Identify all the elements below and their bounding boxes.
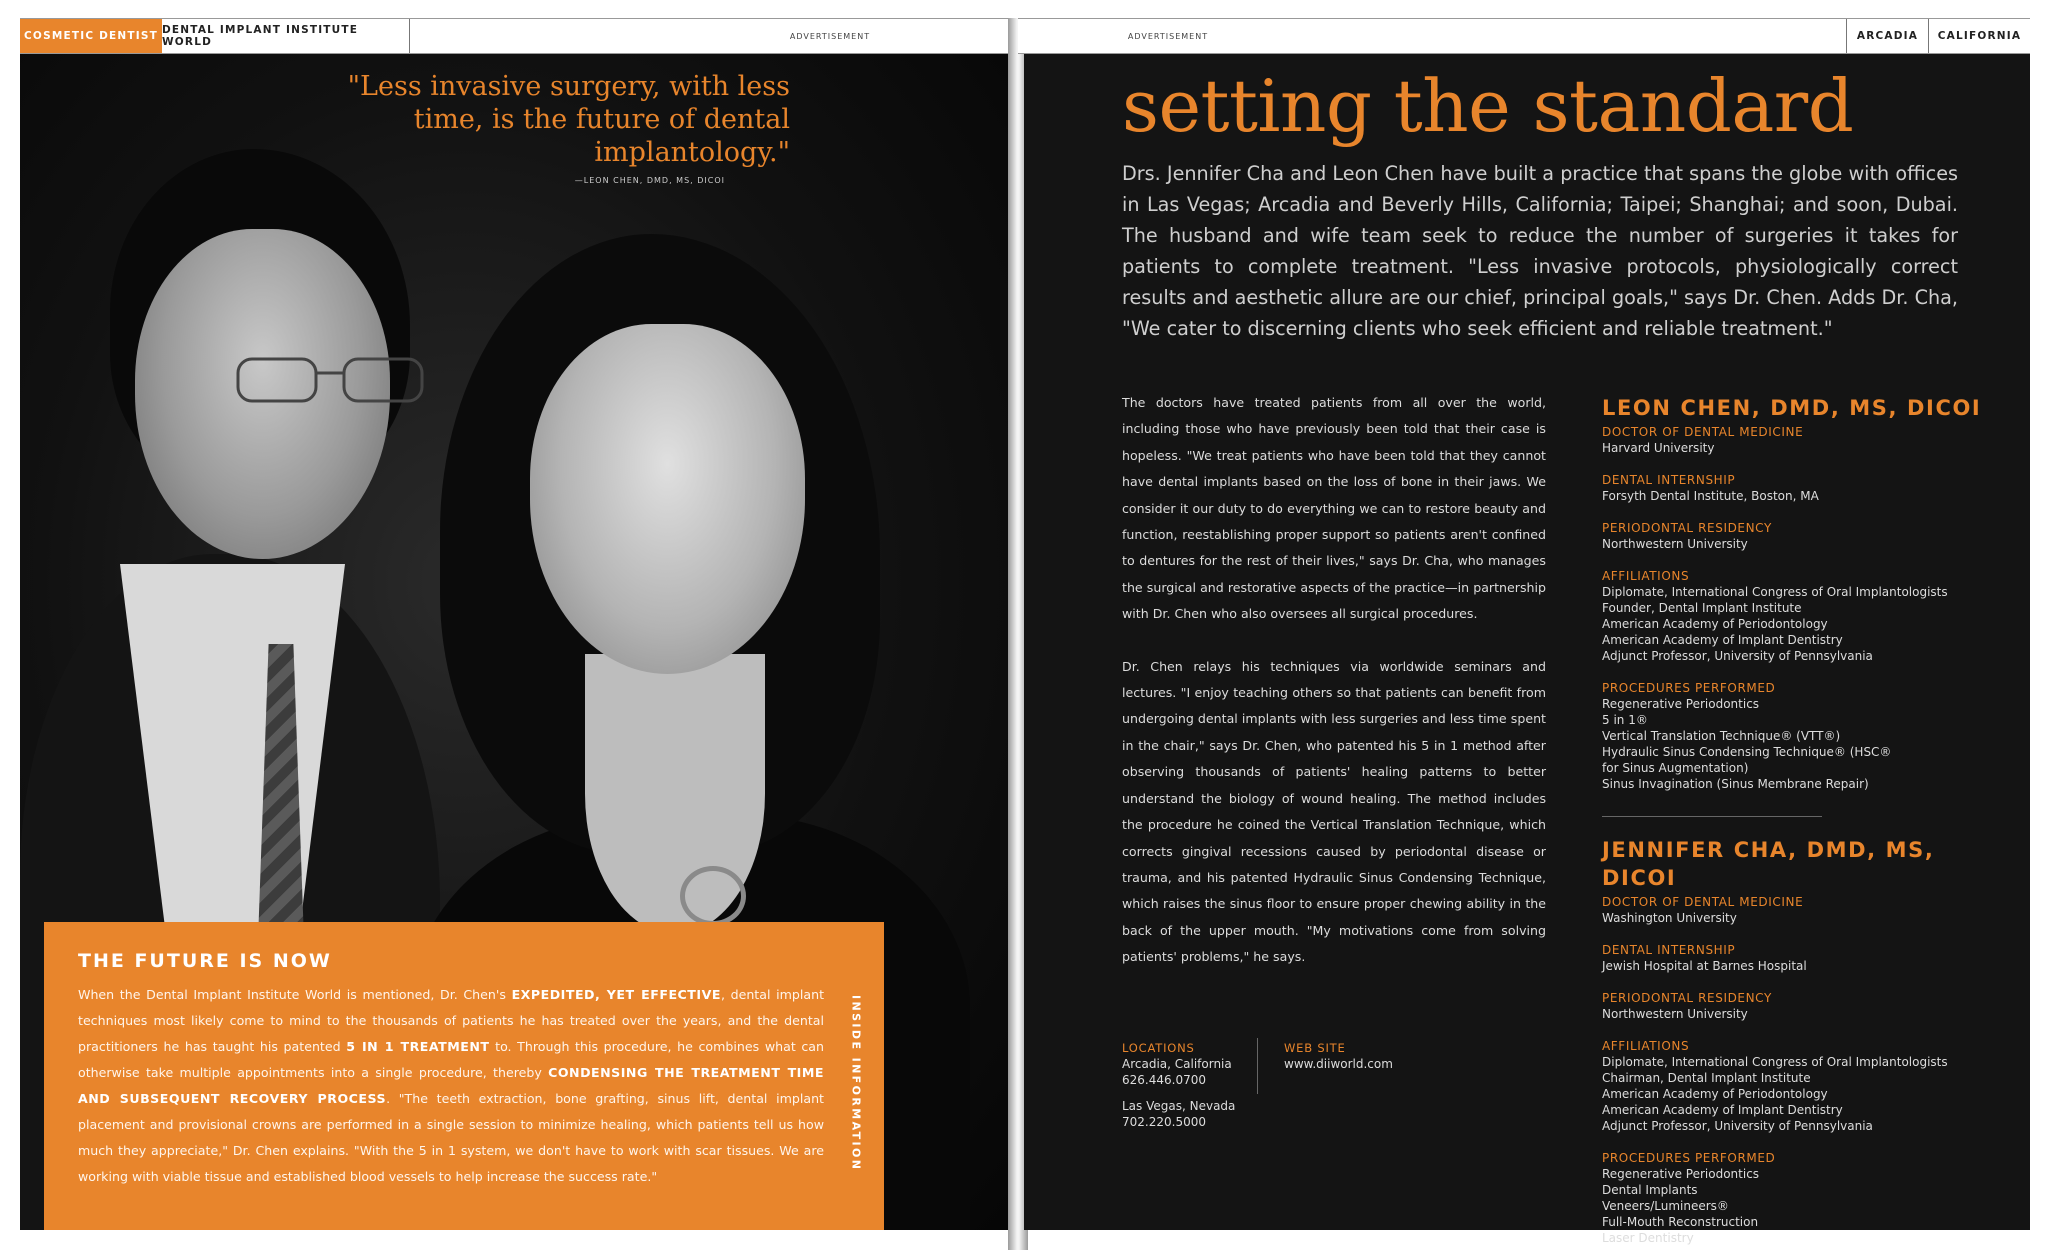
pull-quote: "Less invasive surgery, with less time, is the future of dental implantology." [347,71,790,168]
residency-label: PERIODONTAL RESIDENCY [1602,521,1772,535]
website-block [1284,1040,1393,1072]
residency-value: Northwestern University [1602,537,1748,551]
doctor-name: JENNIFER CHA, DMD, MS, DICOI [1602,838,1935,890]
residency-label: PERIODONTAL RESIDENCY [1602,991,1772,1005]
degree-value: Washington University [1602,911,1737,925]
degree-label: DOCTOR OF DENTAL MEDICINE [1602,425,1804,439]
contact-divider [1257,1038,1258,1094]
procedure-item: for Sinus Augmentation) [1602,761,1749,775]
procedures-label: PROCEDURES PERFORMED [1602,1151,1776,1165]
affiliation-item: American Academy of Periodontology [1602,617,1828,631]
procedure-item: Vertical Translation Technique® (VTT®) [1602,729,1841,743]
procedure-item: Regenerative Periodontics [1602,1167,1760,1181]
internship-label: DENTAL INTERNSHIP [1602,473,1736,487]
inside-information-label: INSIDE INFORMATION [849,994,863,1172]
affiliation-item: Founder, Dental Implant Institute [1602,601,1802,615]
degree-label: DOCTOR OF DENTAL MEDICINE [1602,895,1804,909]
affiliation-item: Chairman, Dental Implant Institute [1602,1071,1811,1085]
procedure-item: Hydraulic Sinus Condensing Technique® (HSC® [1602,745,1892,759]
affiliation-item: Diplomate, International Congress of Oral Implantologists [1602,585,1948,599]
doctor-name: LEON CHEN, DMD, MS, DICOI [1602,396,1982,420]
advertisement-label-right: ADVERTISEMENT [1127,31,1209,41]
publication-title: DENTAL IMPLANT INSTITUTE WORLD [162,19,410,53]
procedure-item: 5 in 1® [1602,713,1648,727]
procedure-item: Sinus Invagination (Sinus Membrane Repair) [1602,777,1869,791]
right-header-bar [1018,18,2030,54]
body-paragraph: Dr. Chen relays his techniques via worldwide seminars and lectures. "I enjoy teaching others so that patients can benefit from undergoing dental implants with less surgeries and less time spent in the chair," says Dr. Chen, who patented his 5 in 1 method after observing thousands of patients' healing patterns to better understand the biology of wound healing. The method includes the procedure he coined the Vertical Translation Technique, which corrects gingival recessions caused by periodontal disease or trauma, and his patented Hydraulic Sinus Condensing Technique, which raises the sinus floor to ensure proper chewing ability in the back of the upper mouth. "My motivations come from solving patients' problems," he says. [1122,658,1546,965]
location-2-phone: 702.220.5000 [1122,1115,1206,1129]
affiliation-item: American Academy of Periodontology [1602,1087,1828,1101]
procedure-item: Regenerative Periodontics [1602,697,1760,711]
internship-value: Forsyth Dental Institute, Boston, MA [1602,489,1819,503]
article-body [1122,390,1546,971]
section-tag: COSMETIC DENTIST [20,19,162,53]
pendant-icon [680,866,746,926]
website-label: WEB SITE [1284,1041,1346,1055]
intro-paragraph: Drs. Jennifer Cha and Leon Chen have built a practice that spans the globe with offices in Las Vegas; Arcadia and Beverly Hills, California; Taipei; Shanghai; and soon, Dubai. The husband and wife team seek to reduce the number of surgeries it takes for patients to complete treatment. "Less invasive protocols, physiologically correct results and aesthetic allure are our chief, principal goals," says Dr. Chen. Adds Dr. Cha, "We cater to discerning clients who seek efficient and reliable treatment." [1122,162,1958,340]
body-paragraph: The doctors have treated patients from all over the world, including those who have previously been told that their case is hopeless. "We treat patients who have been told that they cannot have dental implants based on the loss of bone in their jaws. We consider it our duty to do everything we can to restore beauty and function, reestablishing proper support so patients aren't confined to dentures for the rest of their lives," says Dr. Cha, who manages the surgical and restorative aspects of the practice—in partnership with Dr. Chen who also oversees all surgical procedures. [1122,395,1546,622]
affiliations-label: AFFILIATIONS [1602,1039,1690,1053]
location-1-city: Arcadia, California [1122,1057,1232,1071]
advertisement-label-left: ADVERTISEMENT [789,31,871,41]
affiliations-label: AFFILIATIONS [1602,569,1690,583]
procedure-item: Laser Dentistry [1602,1231,1694,1245]
doctors-photo [20,54,1008,1230]
affiliation-item: American Academy of Implant Dentistry [1602,633,1843,647]
page-headline: setting the standard [1122,64,1854,148]
procedure-item: Full-Mouth Reconstruction [1602,1215,1759,1229]
feature-box [44,922,884,1230]
affiliation-item: Adjunct Professor, University of Pennsylvania [1602,649,1873,663]
left-page [0,0,1014,1250]
man-face [135,229,390,559]
state-tag: CALIFORNIA [1928,19,2030,53]
doctor-profile-leon-chen [1602,394,1992,792]
left-header-bar [20,18,1014,54]
quote-attribution: —LEON CHEN, DMD, MS, DICOI [574,176,725,185]
locations-label: LOCATIONS [1122,1041,1195,1055]
locations-block [1122,1040,1235,1130]
affiliation-item: Diplomate, International Congress of Oral Implantologists [1602,1055,1948,1069]
location-2-city: Las Vegas, Nevada [1122,1099,1236,1113]
feature-title: THE FUTURE IS NOW [78,950,332,972]
feature-body: When the Dental Implant Institute World is mentioned, Dr. Chen's EXPEDITED, YET EFFECTIVE, dental implant techniques most likely come to mind to the thousands of patients he has treated over the years, and the dental practitioners he has taught his patented 5 IN 1 TREATMENT to. Through this procedure, he combines what can otherwise take multiple appointments into a single procedure, thereby CONDENSING THE TREATMENT TIME AND SUBSEQUENT RECOVERY PROCESS. "The teeth extraction, bone grafting, sinus lift, dental implant placement and provisional crowns are performed in a single session to minimize healing, which patients tell us how much they appreciate," Dr. Chen explains. "With the 5 in 1 system, we don't have to work with scar tissues. We are working with viable tissue and established blood vessels to help increase the success rate." [78,987,825,1184]
internship-value: Jewish Hospital at Barnes Hospital [1602,959,1807,973]
residency-value: Northwestern University [1602,1007,1748,1021]
city-tag: ARCADIA [1846,19,1928,53]
woman-face [530,324,805,674]
degree-value: Harvard University [1602,441,1715,455]
procedures-label: PROCEDURES PERFORMED [1602,681,1776,695]
location-1-phone: 626.446.0700 [1122,1073,1206,1087]
affiliation-item: Adjunct Professor, University of Pennsylvania [1602,1119,1873,1133]
doctor-separator [1602,816,1822,817]
procedure-item: Dental Implants [1602,1183,1698,1197]
procedure-item: Veneers/Lumineers® [1602,1199,1729,1213]
affiliation-item: American Academy of Implant Dentistry [1602,1103,1843,1117]
doctor-profile-jennifer-cha [1602,836,1992,1246]
internship-label: DENTAL INTERNSHIP [1602,943,1736,957]
website-link[interactable]: www.diiworld.com [1284,1057,1393,1071]
glasses-icon [230,349,430,409]
